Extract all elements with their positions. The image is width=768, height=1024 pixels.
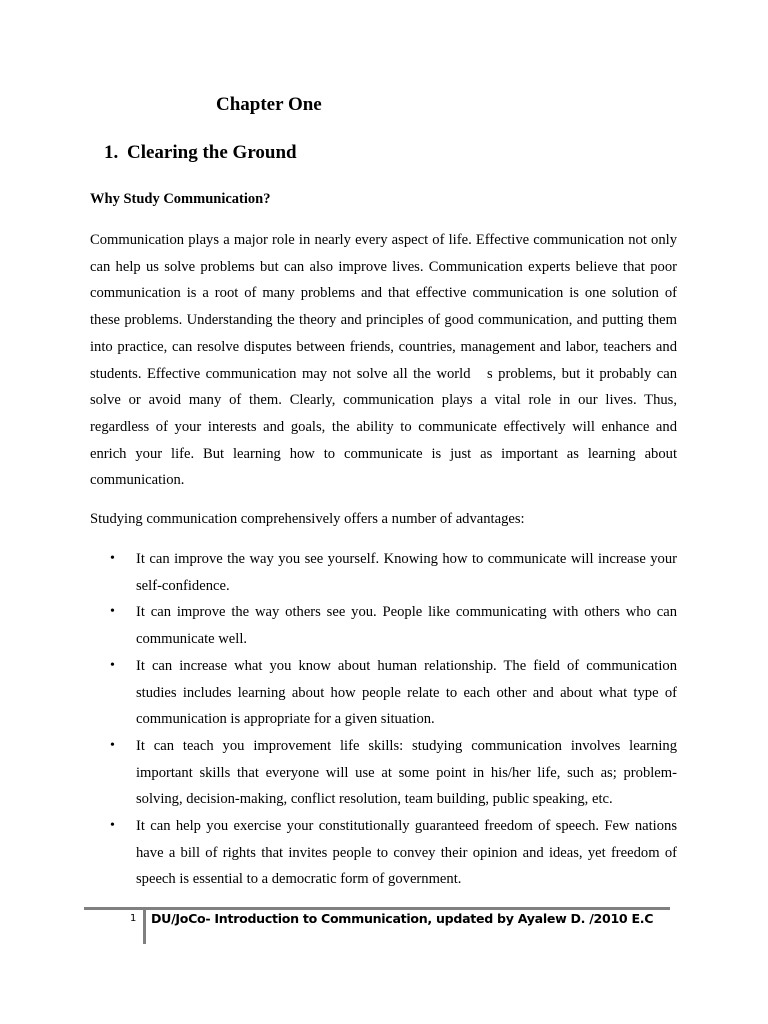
bullet-icon: • — [110, 737, 115, 753]
bullet-icon: • — [110, 604, 115, 620]
subheading: Why Study Communication? — [90, 191, 271, 207]
list-item-text: It can improve the way others see you. People like communicating with others who can communicate well. — [136, 604, 677, 648]
section-number: 1. — [104, 142, 119, 163]
advantages-list — [90, 546, 677, 893]
section-title: Clearing the Ground — [127, 142, 297, 163]
bullet-icon: • — [110, 657, 115, 673]
list-item — [90, 733, 677, 813]
section-heading — [104, 142, 297, 164]
list-item — [90, 653, 677, 733]
bullet-icon: • — [110, 551, 115, 566]
chapter-title: Chapter One — [216, 94, 322, 115]
bullet-icon: • — [110, 818, 115, 834]
page-number: 1 — [130, 913, 137, 924]
list-item — [90, 546, 677, 599]
footer-rule — [84, 907, 670, 910]
list-item-text: It can increase what you know about human relationship. The field of communication studies includes learning about how people relate to each other and about what type of communication is appropriate for a given situation. — [136, 657, 677, 728]
list-item — [90, 599, 677, 652]
advantages-intro-paragraph: Studying communication comprehensively offers a number of advantages: — [90, 511, 525, 527]
intro-paragraph: Communication plays a major role in nearly every aspect of life. Effective communication not only can help us solve problems but can also improve lives. Communication experts believe that poor communication is a root of many problems and that effective communication is one solution of these problems. Understanding the theory and principles of good communication, and putting them into practice, can resolve disputes between friends, countries, management and labor, teachers and students. Effective communication may not solve all the world s problems, but it probably can solve or avoid many of them. Clearly, communication plays a vital role in our lives. Thus, regardless of your interests and goals, the ability to communicate effectively will enhance and enrich your life. But learning how to communicate is just as important as learning about communication. — [90, 232, 677, 489]
footer-divider — [143, 908, 146, 944]
list-item-text: It can teach you improvement life skills: studying communication involves learning important skills that everyone will use at some point in his/her life, such as; problem-solving, decision-making, conflict resolution, team building, public speaking, etc. — [136, 737, 677, 808]
footer-text: DU/JoCo- Introduction to Communication, updated by Ayalew D. /2010 E.C — [151, 911, 654, 926]
list-item-text: It can help you exercise your constitutionally guaranteed freedom of speech. Few nations have a bill of rights that invites people to convey their opinion and ideas, yet freedom of speech is essential to a democratic form of government. — [136, 818, 677, 888]
list-item-text: It can improve the way you see yourself. Knowing how to communicate will increase your self-confidence. — [136, 551, 677, 594]
list-item — [90, 813, 677, 893]
